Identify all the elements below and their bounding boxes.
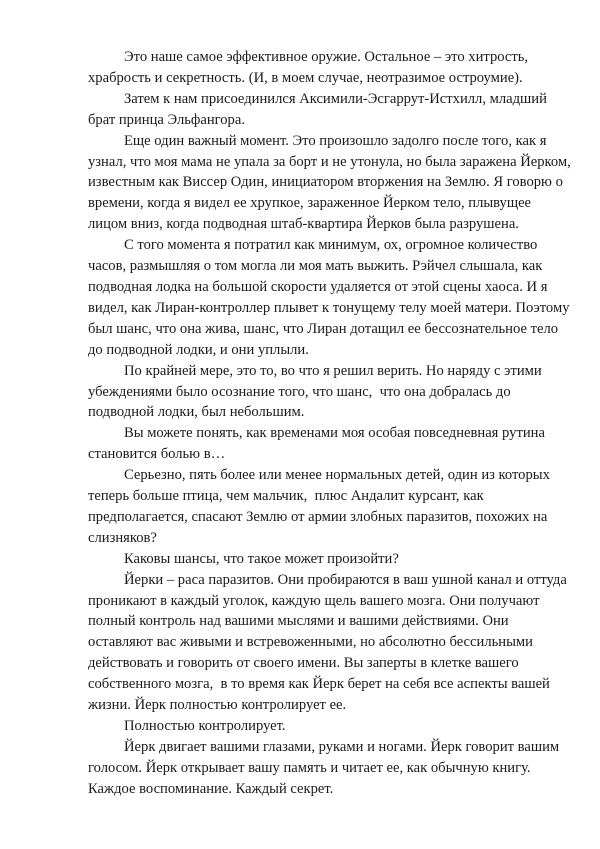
paragraph: [88, 737, 560, 800]
text-line: лицом вниз, когда подводная штаб-квартира Йерков была разрушена.: [88, 216, 519, 233]
paragraph: [88, 361, 540, 424]
text-line: жизни. Йерк полностью контролирует ее.: [88, 697, 347, 714]
paragraph: [88, 131, 571, 236]
text-line: брат принца Эльфангора.: [88, 111, 245, 128]
text-line: видел, как Лиран-контроллер плывет к тонущему телу моей матери. Поэтому: [88, 299, 570, 316]
text-line: времени, когда я видел ее хрупкое, зараженное Йерком тело, плывущее: [88, 195, 532, 212]
text-line: Каковы шансы, что такое может произойти?: [124, 550, 399, 567]
text-line: часов, размышляя о том могла ли моя мать выжить. Рэйчел слышала, как: [88, 258, 543, 275]
text-line: голосом. Йерк открывает вашу память и читает ее, как обычную книгу.: [88, 759, 531, 776]
text-line: Йерк двигает вашими глазами, руками и ногами. Йерк говорит вашим: [124, 738, 560, 755]
text-line: был шанс, что она жива, шанс, что Лиран дотащил ее бессознательное тело: [88, 320, 559, 337]
text-line: Йерки – раса паразитов. Они пробираются в ваш ушной канал и оттуда: [124, 571, 567, 588]
text-line: Это наше самое эффективное оружие. Остальное – это хитрость,: [124, 49, 529, 65]
text-line: Вы можете понять, как временами моя особая повседневная рутина: [124, 425, 545, 442]
text-line: собственного мозга, в то время как Йерк берет на себя все аспекты вашей: [88, 676, 550, 693]
paragraph: [88, 235, 570, 360]
paragraph: [88, 423, 545, 465]
text-line: становится болью в…: [88, 446, 226, 463]
paragraph: [88, 716, 540, 737]
text-line: Полностью контролирует.: [124, 718, 286, 734]
text-line: храбрость и секретность. (И, в моем случае, неотразимое остроумие).: [88, 69, 523, 86]
text-line: Затем к нам присоединился Аксимили-Эсгаррут-Истхилл, младший: [124, 90, 547, 107]
paragraph: [88, 47, 540, 89]
text-line: подводная лодка на большой скорости удаляется от этой сцены хаоса. И я: [88, 278, 548, 295]
paragraph: [88, 549, 540, 570]
text-line: теперь больше птица, чем мальчик, плюс Андалит курсант, как: [88, 488, 484, 505]
text-line: действовать и говорить от своего имени. Вы заперты в клетке вашего: [88, 655, 519, 672]
text-line: Серьезно, пять более или менее нормальных детей, один из которых: [124, 467, 550, 484]
paragraph: [88, 89, 547, 131]
text-line: полный контроль над вашими мыслями и вашими действиями. Они: [88, 613, 509, 630]
text-line: слизняков?: [88, 529, 157, 546]
text-line: подводной лодки, был небольшим.: [88, 404, 305, 421]
text-line: Еще один важный момент. Это произошло задолго после того, как я: [124, 132, 547, 149]
text-line: предполагается, спасают Землю от армии злобных паразитов, похожих на: [88, 508, 548, 525]
text-line: проникают в каждый уголок, каждую щель вашего мозга. Они получают: [88, 592, 540, 609]
text-line: оставляют вас живыми и встревоженными, но абсолютно бессильными: [88, 634, 533, 651]
paragraph: [88, 570, 567, 716]
text-line: Каждое воспоминание. Каждый секрет.: [88, 780, 334, 797]
paragraph: [88, 465, 550, 549]
text-line: По крайней мере, это то, во что я решил верить. Но наряду с этими: [124, 362, 542, 379]
body-text: [88, 47, 571, 800]
text-line: известным как Виссер Один, инициатором вторжения на Землю. Я говорю о: [88, 174, 563, 191]
text-line: С того момента я потратил как минимум, ох, огромное количество: [124, 237, 538, 254]
text-line: до подводной лодки, и они уплыли.: [88, 341, 309, 358]
text-line: убеждениями было осознание того, что шанс, что она добралась до: [88, 383, 511, 400]
text-line: узнал, что моя мама не упала за борт и не утонула, но была заражена Йерком,: [88, 153, 571, 170]
